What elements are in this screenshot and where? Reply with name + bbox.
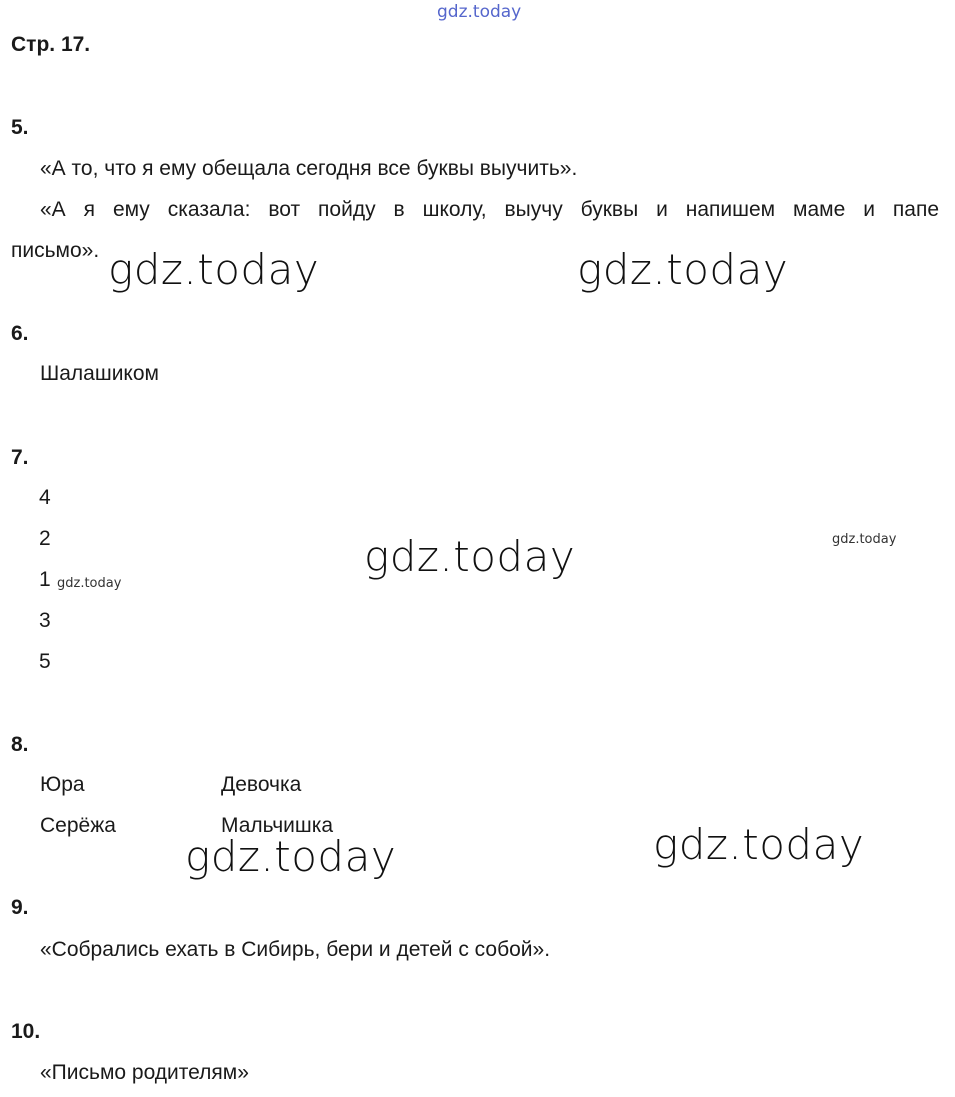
task-6-number: 6.	[11, 322, 29, 345]
watermark-big-3: gdz.today	[364, 532, 576, 581]
watermark-small-2: gdz.today	[832, 532, 897, 547]
task-10-answer: «Письмо родителям»	[40, 1061, 249, 1084]
watermark-big-1: gdz.today	[108, 245, 320, 294]
task-10-number: 10.	[11, 1020, 41, 1043]
task-7-item-1: 4	[39, 486, 51, 509]
watermark-big-5: gdz.today	[653, 820, 865, 869]
task-5-number: 5.	[11, 116, 29, 139]
task-5-line-3: письмо».	[11, 239, 100, 262]
task-8-row-2-left: Серёжа	[40, 814, 116, 837]
task-7-item-3: 1	[39, 568, 51, 591]
watermark-big-2: gdz.today	[577, 245, 789, 294]
task-8-row-2-right: Мальчишка	[221, 814, 334, 837]
task-8-row-1-right: Девочка	[221, 773, 302, 796]
page-title: Стр. 17.	[11, 33, 91, 56]
task-7-item-5: 5	[39, 650, 51, 673]
task-7-number: 7.	[11, 446, 29, 469]
task-9-answer: «Собрались ехать в Сибирь, бери и детей с собой».	[40, 938, 551, 961]
task-9-number: 9.	[11, 896, 29, 919]
task-7-item-4: 3	[39, 609, 51, 632]
watermark-big-4: gdz.today	[185, 832, 397, 881]
watermark-small-1: gdz.today	[57, 576, 122, 591]
task-8-row-1-left: Юра	[40, 773, 85, 796]
task-8-number: 8.	[11, 733, 29, 756]
task-5-line-2: «А я ему сказала: вот пойду в школу, выучу буквы и напишем маме и папе	[40, 198, 939, 221]
watermark-top: gdz.today	[437, 2, 522, 22]
task-6-answer: Шалашиком	[40, 362, 159, 385]
task-7-item-2: 2	[39, 527, 51, 550]
task-5-line-1: «А то, что я ему обещала сегодня все буквы выучить».	[40, 157, 578, 180]
